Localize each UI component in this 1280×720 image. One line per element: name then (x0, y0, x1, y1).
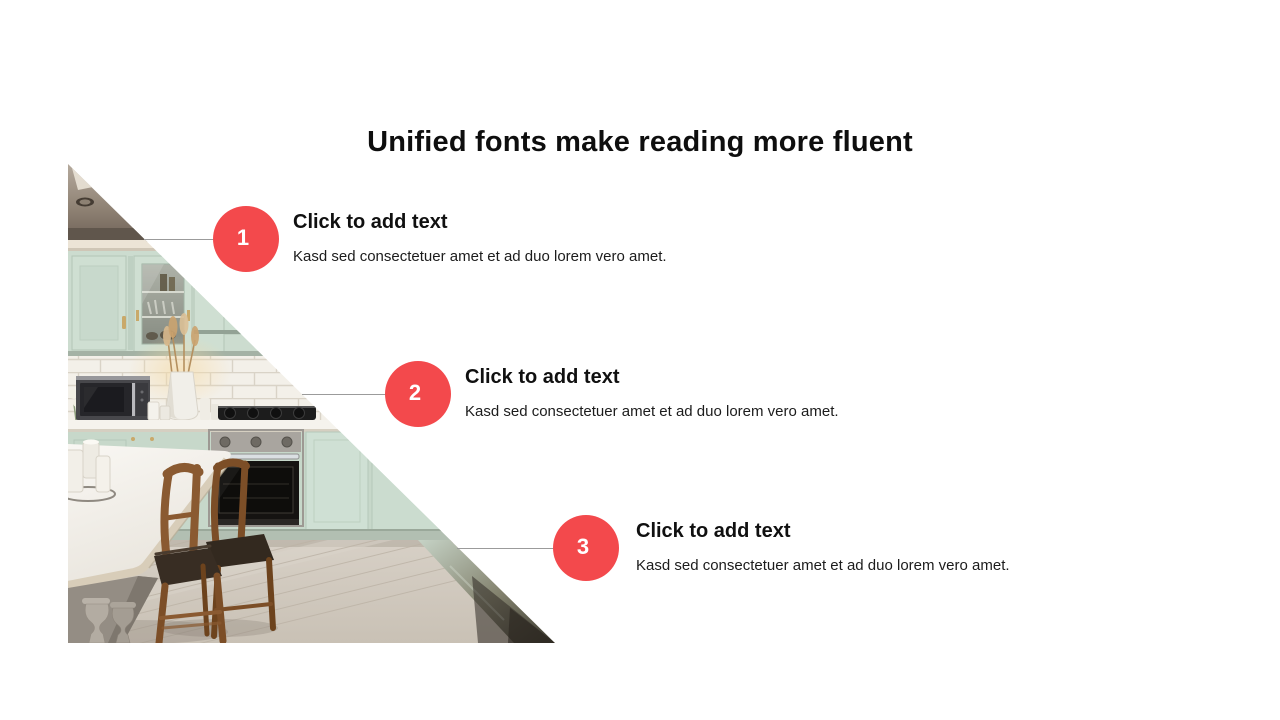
connector-line-2 (302, 394, 386, 395)
slide-title: Unified fonts make reading more fluent (367, 126, 913, 158)
ceiling (68, 164, 323, 251)
connector-line-1 (144, 239, 214, 240)
step-body-placeholder-3[interactable]: Kasd sed consectetuer amet et ad duo lorem vero amet. (636, 557, 1010, 574)
step-number-3: 3 (576, 534, 590, 559)
step-text-1 (293, 209, 853, 266)
step-badge-2 (385, 361, 451, 427)
step-heading-placeholder-3[interactable]: Click to add text (636, 520, 791, 542)
step-heading-placeholder-2[interactable]: Click to add text (465, 366, 620, 388)
step-badge-1 (213, 206, 279, 272)
step-number-1: 1 (236, 225, 250, 250)
step-badge-3 (553, 515, 619, 581)
step-body-placeholder-2[interactable]: Kasd sed consectetuer amet et ad duo lorem vero amet. (465, 403, 839, 420)
step-text-3 (636, 518, 1196, 575)
connector-line-3 (457, 548, 554, 549)
step-text-2 (465, 364, 1025, 421)
step-heading-placeholder-1[interactable]: Click to add text (293, 211, 448, 233)
step-body-placeholder-1[interactable]: Kasd sed consectetuer amet et ad duo lorem vero amet. (293, 248, 667, 265)
step-number-2: 2 (408, 380, 422, 405)
